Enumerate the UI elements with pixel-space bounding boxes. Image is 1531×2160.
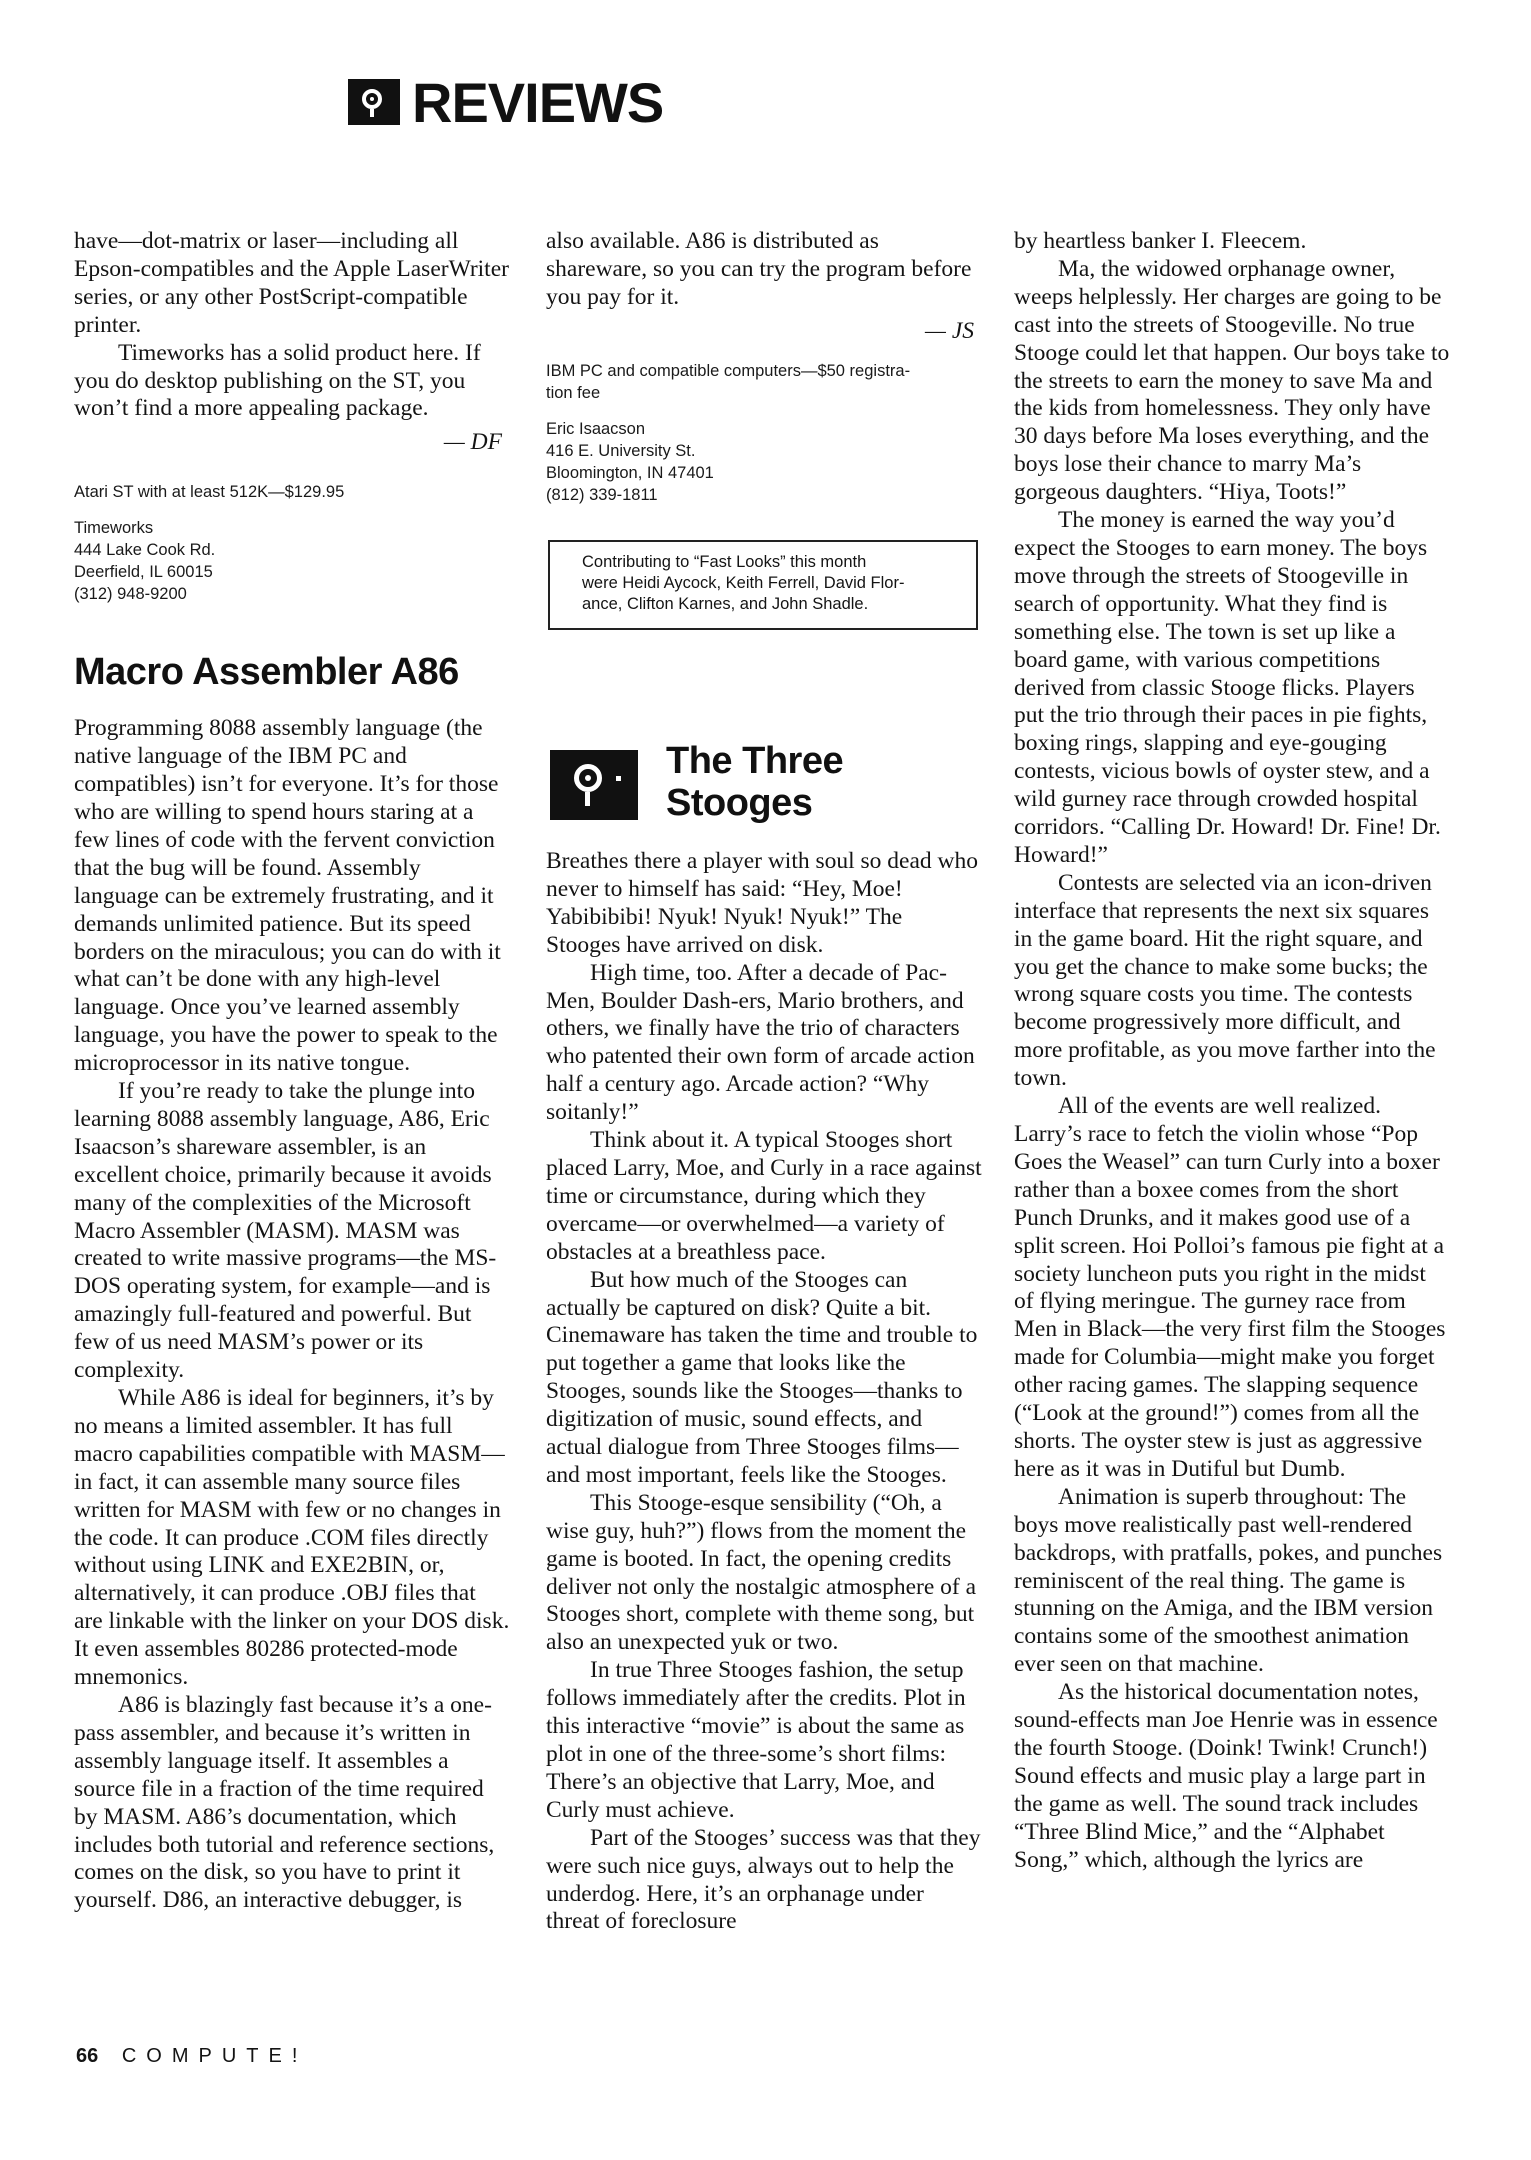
info-city: Bloomington, IN 47401 <box>546 463 714 482</box>
contributors-line: Contributing to “Fast Looks” this month <box>582 553 867 571</box>
section-header <box>348 70 663 134</box>
column-2 <box>546 228 982 506</box>
article-title: Macro Assembler A86 <box>74 651 459 694</box>
article-paragraph: High time, too. After a decade of Pac-Men, Boulder Dash-ers, Mario brothers, and others, we finally have the trio of characters who patented their own form of arcade action half a century ago. Arcade action? “Why soitanly!” <box>546 959 975 1126</box>
article-paragraph: If you’re ready to take the plunge into learning 8088 assembly language, A86, Eric Isaacson’s shareware assembler, is an excellent choice, primarily because it avoids many of the complexities of the Microsoft Macro Assembler (MASM). MASM was created to write massive programs—the MS-DOS operating system, for example—and is amazingly full-featured and powerful. But few of us need MASM’s power or its complexity. <box>74 1078 497 1384</box>
column-3 <box>1014 228 1450 1874</box>
product-info <box>74 481 510 605</box>
stooges-body <box>546 848 982 1936</box>
info-address: 444 Lake Cook Rd. <box>74 541 216 560</box>
stooges-heading <box>548 740 978 830</box>
article-paragraph: Programming 8088 assembly language (the native language of the IBM PC and compatibles) isn’t for everyone. It’s for those who are willing to spend hours staring at a few lines of code with the fervent conviction that the bug will be found. Assembly language can be extremely frustrating, and it demands unlimited patience. But its speed borders on the miraculous; you can do with it what can’t be done with any high-level language. Once you’ve learned assembly language, you have the power to speak to the microprocessor in its native tongue. <box>74 715 501 1077</box>
product-info <box>546 360 982 506</box>
article-paragraph: by heartless banker I. Fleecem. <box>1014 228 1307 254</box>
reviews-eye-icon <box>348 79 400 125</box>
info-city: Deerfield, IL 60015 <box>74 563 213 582</box>
contributors-line: ance, Clifton Karnes, and John Shadle. <box>582 595 869 613</box>
article-paragraph: As the historical documentation notes, sound-effects man Joe Henrie was in essence the fourth Stooge. (Doink! Twink! Crunch!) Sound effects and music play a large part in the game as well. The sound track includes “Three Blind Mice,” and the “Alphabet Song,” which, although the lyrics are <box>1014 1679 1438 1873</box>
article-paragraph: Ma, the widowed orphanage owner, weeps helplessly. Her charges are going to be cast into the streets of Stoogeville. No true Stooge could let that happen. Our boys take to the streets to earn the money to save Ma and the kids from homelessness. They only have 30 days before Ma loses everything, and the boys lose their chance to marry Ma’s gorgeous daughters. “Hiya, Toots!” <box>1014 255 1450 506</box>
info-phone: (812) 339-1811 <box>546 485 658 504</box>
article-paragraph: Part of the Stooges’ success was that they were such nice guys, always out to help the underdog. Here, it’s an orphanage under threat of foreclosure <box>546 1824 981 1935</box>
article-title <box>666 740 843 824</box>
stooges-eye-icon <box>550 750 638 820</box>
article-paragraph: Animation is superb throughout: The boys move realistically past well-rendered backdrops, with pratfalls, pokes, and punches reminiscent of the real thing. The game is stunning on the Amiga, and the IBM version contains some of the smoothest animation ever seen on that machine. <box>1014 1483 1443 1678</box>
info-system: IBM PC and compatible computers—$50 registra- <box>546 361 911 380</box>
info-system: Atari ST with at least 512K—$129.95 <box>74 483 345 502</box>
article-paragraph: While A86 is ideal for beginners, it’s by no means a limited assembler. It has full macro capabilities compatible with MASM—in fact, it can assemble many source files written for MASM with few or no changes in the code. It can produce .COM files directly without using LINK and EXE2BIN, or, alternatively, it can produce .OBJ files that are linkable with the linker on your DOS disk. It even assembles 80286 protected-mode mnemonics. <box>74 1385 510 1691</box>
timeworks-paragraph: Timeworks has a solid product here. If you do desktop publishing on the ST, you won’t find a more appealing package. <box>74 339 481 422</box>
article-paragraph: All of the events are well realized. Larry’s race to fetch the violin whose “Pop Goes the Weasel” can turn Curly into a boxer rather than a boxee comes from the short Punch Drunks, and it makes good use of a split screen. Hoi Polloi’s famous pie fight at a society luncheon puts you right in the midst of flying meringue. The gurney race from Men in Black—the very first film the Stooges made for Columbia—might make you forget other racing games. The slapping sequence (“Look at the ground!”) comes from all the shorts. The oyster stew is just as aggressive here as it was in Dutiful but Dumb. <box>1014 1093 1446 1482</box>
article-paragraph: This Stooge-esque sensibility (“Oh, a wise guy, huh?”) flows from the moment the game is booted. In fact, the opening credits deliver not only the nostalgic atmosphere of a Stooges short, complete with theme song, but also an unexpected yuk or two. <box>546 1489 977 1656</box>
magazine-name: COMPUTE! <box>121 2045 308 2067</box>
author-signature: — JS <box>925 317 974 344</box>
article-paragraph: The money is earned the way you’d expect the Stooges to earn money. The boys move through the streets of Stoogeville in search of opportunity. What they find is something else. The town is set up like a board game, with various competitions derived from classic Stooge flicks. Players put the trio through their paces in pie fights, boxing rings, slapping and eye-gouging contests, vicious bowls of oyster stew, and a wild gurney race through crowded hospital corridors. “Calling Dr. Howard! Dr. Fine! Dr. Howard!” <box>1014 507 1441 868</box>
page-footer <box>76 2045 307 2068</box>
article-title-line: The Three <box>666 740 844 782</box>
article-paragraph: But how much of the Stooges can actually be captured on disk? Quite a bit. Cinemaware has taken the time and trouble to put together a game that looks like the Stooges, sounds like the Stooges—thanks to digitization of music, sound effects, and actual dialogue from Three Stooges films—and most important, feels like the Stooges. <box>546 1266 978 1488</box>
column-1 <box>74 228 510 1915</box>
article-paragraph: Breathes there a player with soul so dead who never to himself has said: “Hey, Moe! Yabibibibi! Nyuk! Nyuk! Nyuk!” The Stooges have arrived on disk. <box>546 848 979 958</box>
article-title-line: Stooges <box>666 782 813 824</box>
info-address: 416 E. University St. <box>546 441 696 460</box>
article-paragraph: In true Three Stooges fashion, the setup follows immediately after the credits. Plot in this interactive “movie” is about the same as plot in one of the three-some’s short films: There’s an objective that Larry, Moe, and Curly must achieve. <box>546 1657 966 1823</box>
info-publisher: Eric Isaacson <box>546 419 646 438</box>
article-paragraph: Think about it. A typical Stooges short placed Larry, Moe, and Curly in a race against time or circumstance, during which they overcame—or overwhelmed—a variety of obstacles at a breathless pace. <box>546 1127 982 1265</box>
section-title: REVIEWS <box>412 70 664 134</box>
article-paragraph: also available. A86 is distributed as shareware, so you can try the program before you pay for it. <box>546 228 972 310</box>
info-system: tion fee <box>546 383 601 402</box>
author-signature: — DF <box>443 429 502 456</box>
timeworks-paragraph: have—dot-matrix or laser—including all Epson-compatibles and the Apple LaserWriter series, or any other PostScript-compatible printer. <box>74 228 509 338</box>
contributors-line: were Heidi Aycock, Keith Ferrell, David Flor- <box>582 574 905 592</box>
contributors-box <box>548 540 978 630</box>
page-number: 66 <box>76 2045 99 2067</box>
info-publisher: Timeworks <box>74 519 154 538</box>
article-paragraph: Contests are selected via an icon-driven interface that represents the next six squares in the game board. Hit the right square, and you get the chance to make some bucks; the wrong square costs you time. The contests become progressively more difficult, and more profitable, as you move farther into the town. <box>1014 869 1436 1092</box>
article-paragraph: A86 is blazingly fast because it’s a one-pass assembler, and because it’s written in assembly language itself. It assembles a source file in a fraction of the time required by MASM. A86’s documentation, which includes both tutorial and reference sections, comes on the disk, so you have to print it yourself. D86, an interactive debugger, is <box>74 1691 495 1914</box>
info-phone: (312) 948-9200 <box>74 585 187 604</box>
